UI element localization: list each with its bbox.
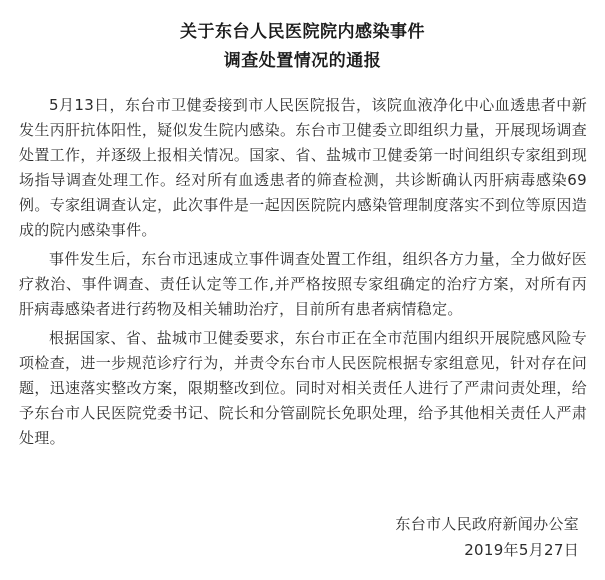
title-line-1: 关于东台人民医院院内感染事件 <box>180 22 425 42</box>
paragraph-accountability: 根据国家、省、盐城市卫健委要求，东台市正在全市范围内组织开展院感风险专项检查，进一步规范诊疗行为，并责令东台市人民医院根据专家组意见，针对存在问题，迅速落实整改方案，限期整改到位。同时对相关责任人进行了严肃问责处理，给予东台市人民医院党委书记、院长和分管副院长免职处理，给予其他相关责任人严肃处理。 <box>19 329 587 447</box>
document-title <box>0 18 605 76</box>
issuer-name: 东台市人民政府新闻办公室 <box>395 515 579 533</box>
paragraph-response: 事件发生后，东台市迅速成立事件调查处置工作组，组织各方力量，全力做好医疗救治、事件调查、责任认定等工作,并严格按照专家组确定的治疗方案，对所有丙肝病毒感染者进行药物及相关辅助治疗，目前所有患者病情稳定。 <box>19 250 587 318</box>
signature-block <box>395 511 579 563</box>
issue-date: 2019年5月27日 <box>464 541 579 559</box>
title-line-2: 调查处置情况的通报 <box>223 51 382 71</box>
paragraph-incident-report: 5月13日，东台市卫健委接到市人民医院报告，该院血液净化中心血透患者中新发生丙肝抗体阳性，疑似发生院内感染。东台市卫健委立即组织力量，开展现场调查处置工作，并逐级上报相关情况。国家、省、盐城市卫健委第一时间组织专家组到现场指导调查处理工作。经对所有血透患者的筛查检测，共诊断确认丙肝病毒感染69例。专家组调查认定，此次事件是一起因医院院内感染管理制度落实不到位等原因造成的院内感染事件。 <box>19 96 587 239</box>
document-body <box>19 93 587 455</box>
